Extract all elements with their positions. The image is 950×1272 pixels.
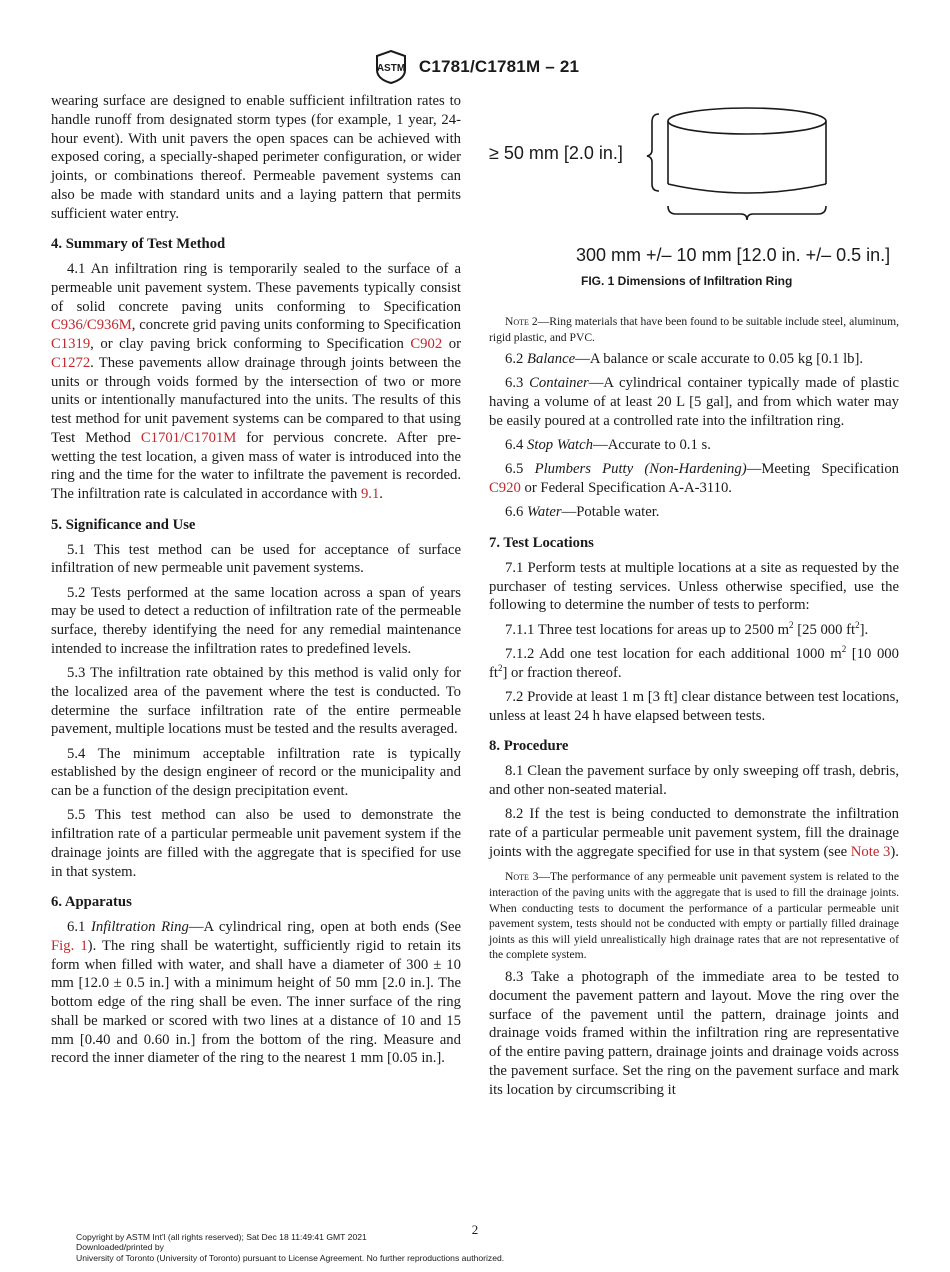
paragraph-7-2: 7.2 Provide at least 1 m [3 ft] clear distance between test locations, unless at least 24 h have elapsed between tests. <box>489 688 899 724</box>
paragraph-5-5: 5.5 This test method can also be used to demonstrate the infiltration rate of a particular permeable unit pavement system if the drainage joints are filled with the aggregate that is specified for use in that system. <box>51 807 461 880</box>
paragraph-4-1: 4.1 An infiltration ring is temporarily sealed to the surface of a permeable unit pavement system. These pavements typically consist of solid concrete paving units conforming to Specification C936/C936M, concrete grid paving units conforming to Specification C1319, or clay paving brick conforming to Specification C902 or C1272. These pavements allow drainage through joints between the units or through voids formed by the intersection of two or more units or intentionally manufactured into the units. The results of this test method for unit pavement systems can be compared to that using Test Method C1701/C1701M for pervious concrete. After pre-wetting the test location, a given mass of water is introduced into the ring and the time for the water to infiltrate the pavement is recorded. The infiltration rate is calculated in accordance with 9.1. <box>51 261 462 502</box>
link-c920[interactable]: C920 <box>489 480 521 497</box>
footer-line-3: University of Toronto (University of Toronto) pursuant to License Agreement. No further reproductions authorized. <box>76 1252 505 1263</box>
astm-logo-icon <box>371 50 411 84</box>
paragraph-6-5: 6.5 Plumbers Putty (Non-Hardening)—Meeting Specification C920 or Federal Specification A-A-3110. <box>489 461 900 497</box>
standard-designation: C1781/C1781M – 21 <box>418 57 580 76</box>
left-column <box>51 92 461 1074</box>
right-column <box>489 92 899 1105</box>
section-8-heading: 8. Procedure <box>489 738 569 755</box>
paragraph-5-1: 5.1 This test method can be used for acceptance of surface infiltration of new permeable unit pavement systems. <box>51 541 461 577</box>
paragraph-7-1: 7.1 Perform tests at multiple locations at a site as requested by the purchaser of testing services. Unless otherwise specified, use the following to determine the number of tests to perform: <box>489 559 899 614</box>
note-2: Note 2—Ring materials that have been found to be suitable include steel, aluminum, rigid plastic, and PVC. <box>489 315 899 344</box>
section-5-heading: 5. Significance and Use <box>51 516 196 533</box>
paragraph-7-1-1: 7.1.1 Three test locations for areas up to 2500 $m^2$ [25 000 $ft^2$]. <box>505 619 869 638</box>
paragraph-6-2: 6.2 Balance—A balance or scale accurate to 0.05 kg [0.1 lb]. <box>505 351 864 368</box>
link-c1319[interactable]: C1319 <box>51 336 91 352</box>
footer-line-2: Downloaded/printed by <box>76 1242 164 1253</box>
link-note-3[interactable]: Note 3 <box>850 843 891 860</box>
link-c1701[interactable]: C1701/C1701M <box>140 429 237 446</box>
section-7-heading: 7. Test Locations <box>489 535 594 552</box>
copyright-footer <box>76 1232 504 1263</box>
paragraph-8-2: 8.2 If the test is being conducted to demonstrate the infiltration rate of a particular permeable unit pavement system, fill the drainage joints with the aggregate specified for use in that system (see Note 3). <box>489 806 899 860</box>
footer-line-1: Copyright by ASTM Int'l (all rights reserved); Sat Dec 18 11:49:41 GMT 2021 <box>76 1232 367 1242</box>
paragraph-6-4: 6.4 Stop Watch—Accurate to 0.1 s. <box>505 437 711 454</box>
paragraph-6-1: 6.1 Infiltration Ring—A cylindrical ring, open at both ends (See Fig. 1). The ring shall be watertight, sufficiently rigid to retain its form when filled with water, and shall have a diameter of 300 ± 10 mm [12.0 ± 0.5 in.] with a minimum height of 50 mm [2.0 in.]. The bottom edge of the ring shall be even. The inner surface of the ring shall be marked or scored with two lines at a distance of 10 and 15 mm [0.40 and 0.60 in.] from the bottom of the ring. Measure and record the inner diameter of the ring to the nearest 1 mm [0.05 in.]. <box>51 919 462 1067</box>
paragraph-6-3: 6.3 Container—A cylindrical container typically made of plastic having a volume of at least 20 L [5 gal], and from which water may be easily poured at a controlled rate into the infiltration ring. <box>489 375 899 429</box>
figure-diameter-label: 300 mm +/– 10 mm [12.0 in. +/– 0.5 in.] <box>576 245 891 265</box>
link-c936[interactable]: C936/C936M <box>51 317 132 334</box>
paragraph-7-1-2: 7.1.2 Add one test location for each additional 1000 $m^2$ [10 000 $ft^2$] or fraction thereof. <box>489 644 899 681</box>
intro-paragraph: wearing surface are designed to enable sufficient infiltration rates to handle runoff from designated storm types (for example, 1 year, 24-hour event). With unit pavers the open spaces can be achieved with exposed coring, a specially-shaped perimeter configuration, or wider joints, or combinations thereof. Permeable pavement systems can also be made with standard units and a laying pattern that permits sufficient water entry. <box>51 93 461 222</box>
figure-height-label: ≥ 50 mm [2.0 in.] <box>489 143 623 163</box>
link-c902[interactable]: C902 <box>410 336 443 352</box>
paragraph-8-3: 8.3 Take a photograph of the immediate area to be tested to document the pavement pattern and layout. Move the ring over the surface of the pavement until the pattern, drainage joints and drainage voids framed within the infiltration ring are representative of the entire paving pattern, drainage joints and drainage voids across the pavement surface. Set the ring on the pavement surface and mark its location by circumscribing it <box>489 969 899 1098</box>
link-9-1[interactable]: 9.1 <box>360 486 380 502</box>
paragraph-5-4: 5.4 The minimum acceptable infiltration rate is typically established by the design engineer of record or the municipality and can be a function of the design precipitation event. <box>51 745 461 799</box>
paragraph-5-2: 5.2 Tests performed at the same location across a span of years may be used to detect a reduction of infiltration rate of the permeable surface, thereby identifying the need for any remedial maintenance intended to increase the infiltration rates to predefined levels. <box>51 584 461 657</box>
figure-caption: FIG. 1 Dimensions of Infiltration Ring <box>581 274 793 288</box>
svg-text:ASTM: ASTM <box>376 63 406 74</box>
figure-1 <box>489 92 899 302</box>
infiltration-ring-diagram <box>489 92 899 242</box>
link-fig-1[interactable]: Fig. 1 <box>51 937 88 954</box>
note-3: Note 3—The performance of any permeable unit pavement system is related to the interaction of the paving units with the aggregate that is used to fill the drainage joints. When conducting tests to document the performance of a particular permeable unit pavement system, tests should not be conducted with empty or partially filled drainage joints as this will yield unrealistically high drainage rates that are not representative of the complete system. <box>489 870 899 962</box>
section-6-heading: 6. Apparatus <box>51 894 132 911</box>
link-c1272[interactable]: C1272 <box>51 354 91 371</box>
paragraph-8-1: 8.1 Clean the pavement surface by only sweeping off trash, debris, and other non-seated material. <box>489 763 899 798</box>
section-4-heading: 4. Summary of Test Method <box>51 236 226 253</box>
page-number: 2 <box>471 1222 479 1237</box>
page-header <box>0 50 950 84</box>
paragraph-6-6: 6.6 Water—Potable water. <box>505 504 660 521</box>
paragraph-5-3: 5.3 The infiltration rate obtained by this method is valid only for the localized area of the pavement where the test is conducted. To determine the surface infiltration rate of the entire permeable pavement, multiple locations must be tested and the results averaged. <box>51 665 461 738</box>
